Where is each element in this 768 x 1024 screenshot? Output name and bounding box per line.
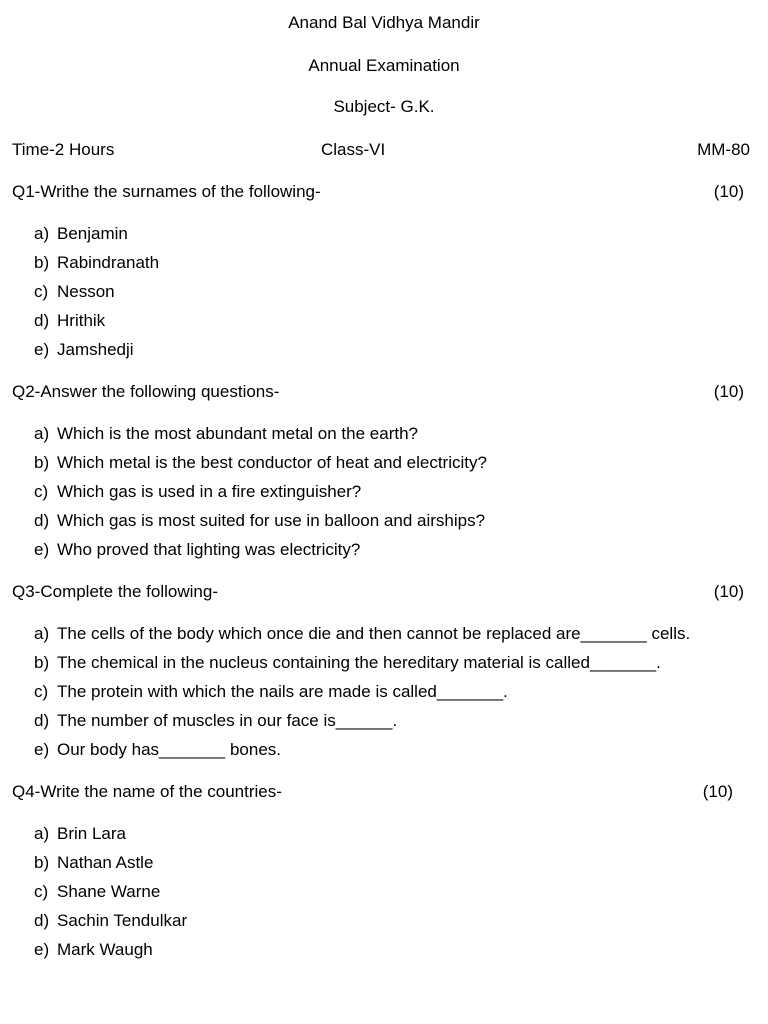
q3-item-b-text: The chemical in the nucleus containing the hereditary material is called_______. (57, 653, 661, 672)
question-4-title: Q4-Write the name of the countries- (12, 782, 282, 801)
q2-item-e-text: Who proved that lighting was electricity? (57, 540, 361, 559)
class-label: Class-VI (321, 140, 386, 159)
q2-item-b-letter: b) (34, 453, 50, 472)
q4-item-a-letter: a) (34, 824, 50, 843)
q3-item-d-text: The number of muscles in our face is______. (57, 711, 398, 730)
q1-item-a-text: Benjamin (57, 224, 128, 243)
q3-item-b-letter: b) (34, 653, 50, 672)
q4-item-b-text: Nathan Astle (57, 853, 154, 872)
q4-item-a-text: Brin Lara (57, 824, 126, 843)
q3-item-c-text: The protein with which the nails are made is called_______. (57, 682, 508, 701)
q2-item-c-text: Which gas is used in a fire extinguisher? (57, 482, 362, 501)
question-2-marks: (10) (713, 382, 744, 401)
q1-item-c-letter: c) (34, 282, 49, 301)
q1-item-d-letter: d) (34, 311, 50, 330)
question-3-title: Q3-Complete the following- (12, 582, 218, 601)
q1-item-e-letter: e) (34, 340, 50, 359)
subject-title: Subject- G.K. (333, 97, 435, 116)
q3-item-c-letter: c) (34, 682, 49, 701)
q3-item-e-letter: e) (34, 740, 50, 759)
q1-item-a-letter: a) (34, 224, 50, 243)
q2-item-d-text: Which gas is most suited for use in balloon and airships? (57, 511, 486, 530)
q1-item-b-letter: b) (34, 253, 50, 272)
q2-item-e-letter: e) (34, 540, 50, 559)
q3-item-a-letter: a) (34, 624, 50, 643)
max-marks: MM-80 (697, 140, 750, 159)
question-1-title: Q1-Writhe the surnames of the following- (12, 182, 321, 201)
q2-item-d-letter: d) (34, 511, 50, 530)
q1-item-d-text: Hrithik (57, 311, 106, 330)
question-3-marks: (10) (713, 582, 744, 601)
q4-item-c-letter: c) (34, 882, 49, 901)
question-4-marks: (10) (702, 782, 733, 801)
q3-item-a-text: The cells of the body which once die and then cannot be replaced are_______ cells. (57, 624, 691, 643)
q2-item-a-text: Which is the most abundant metal on the earth? (57, 424, 418, 443)
q4-item-d-letter: d) (34, 911, 50, 930)
q3-item-e-text: Our body has_______ bones. (57, 740, 282, 759)
exam-title: Annual Examination (308, 56, 460, 75)
q4-item-d-text: Sachin Tendulkar (57, 911, 188, 930)
q2-item-a-letter: a) (34, 424, 50, 443)
q4-item-e-text: Mark Waugh (57, 940, 153, 959)
school-name: Anand Bal Vidhya Mandir (288, 13, 480, 32)
q3-item-d-letter: d) (34, 711, 50, 730)
q2-item-c-letter: c) (34, 482, 49, 501)
time-allowed: Time-2 Hours (12, 140, 115, 159)
q2-item-b-text: Which metal is the best conductor of heat and electricity? (57, 453, 487, 472)
q1-item-e-text: Jamshedji (57, 340, 134, 359)
q1-item-b-text: Rabindranath (57, 253, 160, 272)
q1-item-c-text: Nesson (57, 282, 115, 301)
question-2-title: Q2-Answer the following questions- (12, 382, 280, 401)
q4-item-e-letter: e) (34, 940, 50, 959)
q4-item-c-text: Shane Warne (57, 882, 161, 901)
q4-item-b-letter: b) (34, 853, 50, 872)
question-1-marks: (10) (713, 182, 744, 201)
